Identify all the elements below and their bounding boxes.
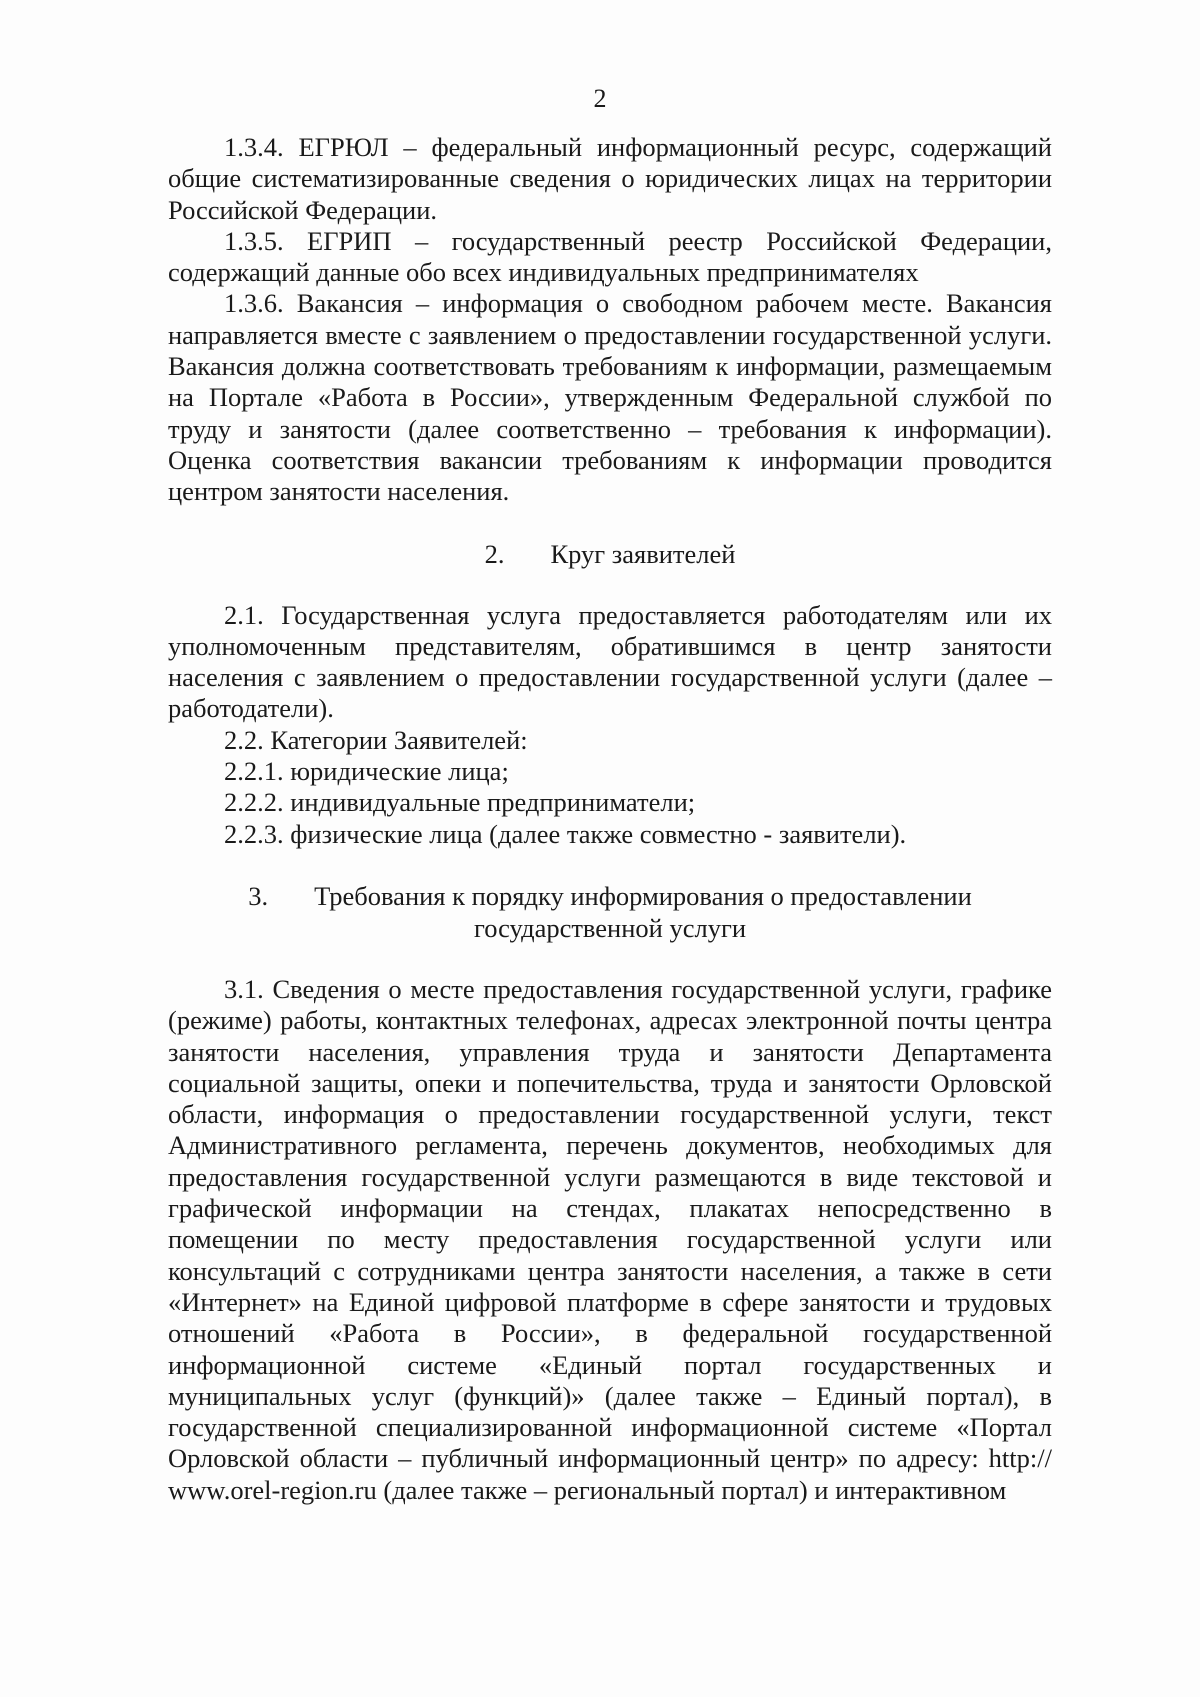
spacer [168,850,1052,880]
spacer [168,508,1052,538]
page-number: 2 [593,84,607,113]
section-2-number: 2. [484,538,505,569]
item-2-2: 2.2. Категории Заявителей: [224,724,528,755]
item-2-2-2: 2.2.2. индивидуальные предприниматели; [224,787,696,818]
item-2-2-3: 2.2.3. физические лица (далее также совместно - заявители). [224,818,907,849]
section-3-title-line1: Требования к порядку информирования о предоставлении [314,880,972,911]
section-3-heading [168,880,1052,944]
item-2-2-1: 2.2.1. юридические лица; [224,756,509,787]
spacer [168,944,1052,974]
paragraph-1-3-4: 1.3.4. ЕГРЮЛ – федеральный информационный ресурс, содержащий общие систематизированные сведения о юридических лицах на территории Российской Федерации. [168,132,1052,225]
paragraph-1-3-6: 1.3.6. Вакансия – информация о свободном рабочем месте. Вакансия направляется вместе с заявлением о предоставлении государственной услуги. Вакансия должна соответствовать требованиям к информации, размещаемым на Портале «Работа в России», утвержденным Федеральной службой по труду и занятости (далее соответственно – требования к информации). Оценка соответствия вакансии требованиям к информации проводится центром занятости населения. [168,288,1052,507]
paragraph-2-1: 2.1. Государственная услуга предоставляется работодателям или их уполномоченным представителям, обратившимся в центр занятости населения с заявлением о предоставлении государственной услуги (далее – работодатели). [168,599,1052,724]
document-body [168,132,1052,1506]
section-2-heading [168,538,1052,570]
paragraph-3-1: 3.1. Сведения о месте предоставления государственной услуги, графике (режиме) работы, контактных телефонах, адресах электронной почты центра занятости населения, управления труда и занятости Департамента социальной защиты, опеки и попечительства, труда и занятости Орловской области, информация о предоставлении государственной услуги, текст Административного регламента, перечень документов, необходимых для предоставления государственной услуги размещаются в виде текстовой и графической информации на стендах, плакатах непосредственно в помещении по месту предоставления государственной услуги или консультаций с сотрудниками центра занятости населения, а также в сети «Интернет» на Единой цифровой платформе в сфере занятости и трудовых отношений «Работа в России», в федеральной государственной информационной системе «Единый портал государственных и муниципальных услуг (функций)» (далее также – Единый портал), в государственной специализированной информационной системе «Портал Орловской области – публичный информационный центр» по адресу: http:// www.orel-region.ru (далее также – региональный портал) и интерактивном [168,973,1052,1505]
spacer [168,570,1052,600]
section-2-title: Круг заявителей [550,538,736,569]
paragraph-1-3-5: 1.3.5. ЕГРИП – государственный реестр Российской Федерации, содержащий данные обо всех индивидуальных предпринимателях [168,225,1052,288]
section-3-number: 3. [248,880,269,911]
section-3-title-line2: государственной услуги [473,912,747,943]
